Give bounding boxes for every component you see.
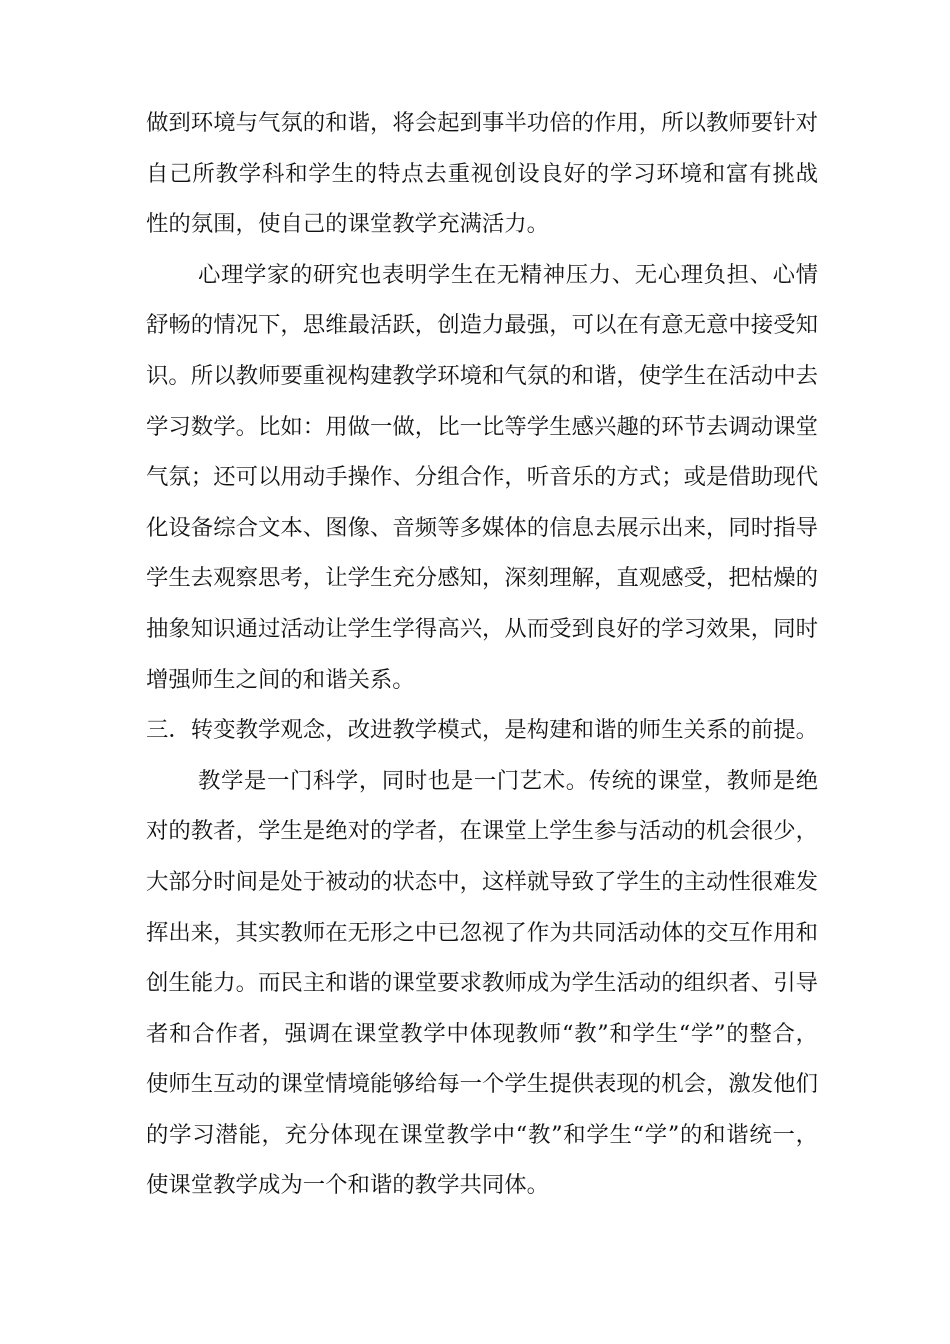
- document-body: [146, 98, 818, 1211]
- text-line: 挥出来，其实教师在无形之中已忽视了作为共同活动体的交互作用和: [146, 919, 818, 946]
- text-line: 对的教者，学生是绝对的学者，在课堂上学生参与活动的机会很少，: [146, 818, 818, 845]
- text-line: 学生去观察思考，让学生充分感知，深刻理解，直观感受，把枯燥的: [146, 565, 818, 592]
- section-heading: 三．转变教学观念，改进教学模式，是构建和谐的师生关系的前提。: [146, 717, 818, 744]
- text-line: 者和合作者，强调在课堂教学中体现教师“教”和学生“学”的整合，: [146, 1020, 818, 1047]
- text-line: 大部分时间是处于被动的状态中，这样就导致了学生的主动性很难发: [146, 868, 818, 895]
- text-line: 增强师生之间的和谐关系。: [146, 666, 415, 693]
- text-line: 自己所教学科和学生的特点去重视创设良好的学习环境和富有挑战: [146, 160, 818, 187]
- section-heading-3: [146, 705, 818, 756]
- text-line: 使课堂教学成为一个和谐的教学共同体。: [146, 1172, 550, 1199]
- text-line: 学习数学。比如：用做一做，比一比等学生感兴趣的环节去调动课堂: [146, 413, 818, 440]
- text-line: 使师生互动的课堂情境能够给每一个学生提供表现的机会，激发他们: [146, 1071, 818, 1098]
- text-line: 舒畅的情况下，思维最活跃，创造力最强，可以在有意无意中接受知: [146, 312, 818, 339]
- text-line: 气氛；还可以用动手操作、分组合作，听音乐的方式；或是借助现代: [146, 464, 818, 491]
- text-line: 性的氛围，使自己的课堂教学充满活力。: [146, 211, 550, 238]
- text-line: 化设备综合文本、图像、音频等多媒体的信息去展示出来，同时指导: [146, 514, 818, 541]
- paragraph-2: [146, 250, 818, 705]
- paragraph-1: [146, 98, 818, 250]
- text-line: 做到环境与气氛的和谐，将会起到事半功倍的作用，所以教师要针对: [146, 110, 818, 136]
- paragraph-3: [146, 756, 818, 1211]
- text-line: 抽象知识通过活动让学生学得高兴，从而受到良好的学习效果，同时: [146, 615, 818, 642]
- text-line: 识。所以教师要重视构建教学环境和气氛的和谐，使学生在活动中去: [146, 362, 818, 389]
- text-line: 的学习潜能，充分体现在课堂教学中“教”和学生“学”的和谐统一，: [146, 1121, 818, 1148]
- text-line: 创生能力。而民主和谐的课堂要求教师成为学生活动的组织者、引导: [146, 970, 818, 997]
- text-line: 教学是一门科学，同时也是一门艺术。传统的课堂，教师是绝: [198, 767, 818, 794]
- text-line: 心理学家的研究也表明学生在无精神压力、无心理负担、心情: [198, 261, 818, 288]
